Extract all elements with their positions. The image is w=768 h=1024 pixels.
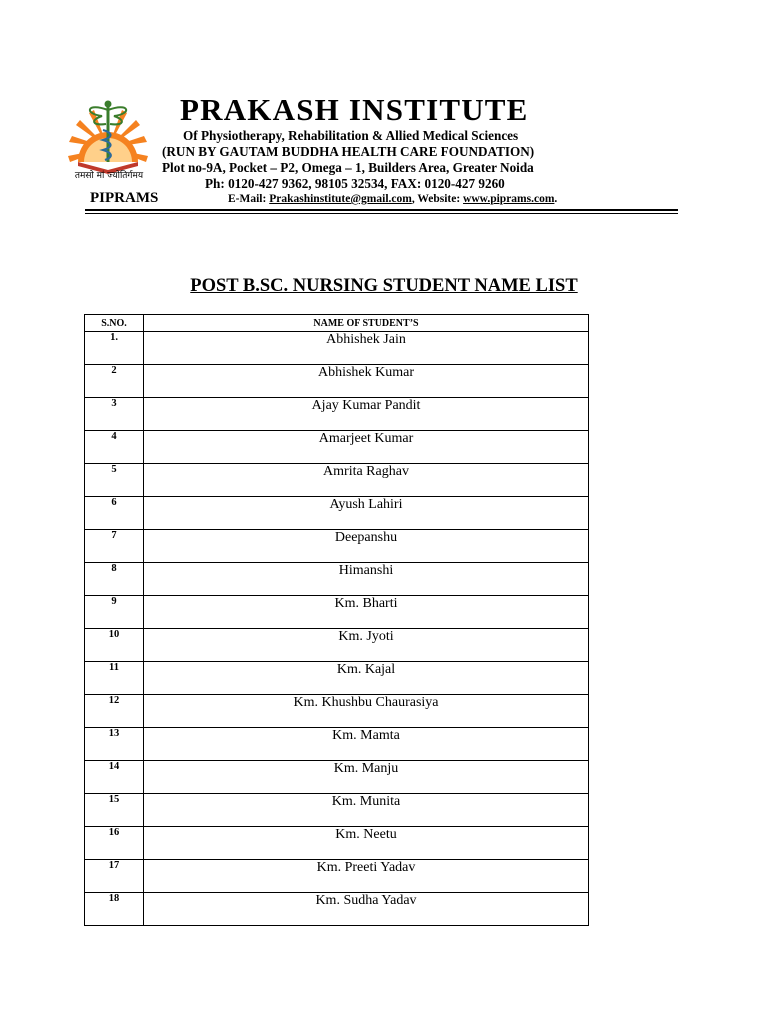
table-row [85,695,589,728]
phone-line: Ph: 0120-427 9362, 98105 32534, FAX: 0120-427 9260 [205,176,505,191]
student-name-cell: Ajay Kumar Pandit [144,398,589,431]
student-name-cell: Km. Jyoti [144,629,589,662]
table-row [85,398,589,431]
serial-number-cell: 10 [85,629,144,662]
logo-motto: तमसो मां ज्योतिर्गमय [74,171,144,181]
student-name-cell: Abhishek Kumar [144,365,589,398]
student-name-cell: Abhishek Jain [144,332,589,365]
table-row [85,860,589,893]
serial-number-cell: 14 [85,761,144,794]
student-name-cell: Km. Mamta [144,728,589,761]
email-label: E-Mail: [228,193,270,205]
sno-header: S.NO. [85,315,144,332]
table-row [85,629,589,662]
student-name-cell: Amrita Raghav [144,464,589,497]
student-name-cell: Himanshi [144,563,589,596]
email-link[interactable]: Prakashinstitute@gmail.com [269,193,412,205]
serial-number-cell: 3 [85,398,144,431]
student-name-cell: Ayush Lahiri [144,497,589,530]
student-name-header: NAME OF STUDENT’S [144,315,589,332]
table-row [85,728,589,761]
serial-number-cell: 5 [85,464,144,497]
student-name-cell: Km. Preeti Yadav [144,860,589,893]
serial-number-cell: 12 [85,695,144,728]
student-name-cell: Km. Kajal [144,662,589,695]
table-header-row [85,315,589,332]
serial-number-cell: 6 [85,497,144,530]
website-suffix: . [554,193,558,205]
table-body [85,332,589,926]
table-row [85,332,589,365]
document-title-text: POST B.SC. NURSING STUDENT NAME LIST [190,276,578,296]
table-row [85,563,589,596]
table-row [85,530,589,563]
table-row [85,827,589,860]
serial-number-cell: 9 [85,596,144,629]
serial-number-cell: 11 [85,662,144,695]
student-name-cell: Km. Neetu [144,827,589,860]
serial-number-cell: 7 [85,530,144,563]
serial-number-cell: 18 [85,893,144,926]
table-row [85,761,589,794]
table-row [85,893,589,926]
table-row [85,497,589,530]
foundation-line: (RUN BY GAUTAM BUDDHA HEALTH CARE FOUNDATION) [162,144,535,159]
student-name-cell: Km. Munita [144,794,589,827]
table-row [85,662,589,695]
header-divider [85,209,678,211]
table-row [85,596,589,629]
website-label: , Website: [411,193,464,205]
address-line: Plot no-9A, Pocket – P2, Omega – 1, Builders Area, Greater Noida [162,160,534,175]
website-link[interactable]: www.piprams.com [463,193,555,205]
student-name-cell: Deepanshu [144,530,589,563]
serial-number-cell: 1. [85,332,144,365]
student-name-cell: Amarjeet Kumar [144,431,589,464]
table-row [85,464,589,497]
student-list-table [84,314,589,926]
header-divider-thin [85,213,678,214]
piprams-label: PIPRAMS [90,190,159,206]
table-row [85,365,589,398]
table-row [85,794,589,827]
student-name-cell: Km. Manju [144,761,589,794]
student-name-cell: Km. Khushbu Chaurasiya [144,695,589,728]
serial-number-cell: 17 [85,860,144,893]
serial-number-cell: 13 [85,728,144,761]
serial-number-cell: 15 [85,794,144,827]
institute-name: PRAKASH INSTITUTE [180,92,529,127]
contact-line [228,193,557,205]
document-title [0,276,768,297]
student-name-cell: Km. Bharti [144,596,589,629]
serial-number-cell: 4 [85,431,144,464]
serial-number-cell: 16 [85,827,144,860]
serial-number-cell: 2 [85,365,144,398]
serial-number-cell: 8 [85,563,144,596]
student-name-cell: Km. Sudha Yadav [144,893,589,926]
table-row [85,431,589,464]
institute-subtitle: Of Physiotherapy, Rehabilitation & Allied Medical Sciences [183,128,519,143]
